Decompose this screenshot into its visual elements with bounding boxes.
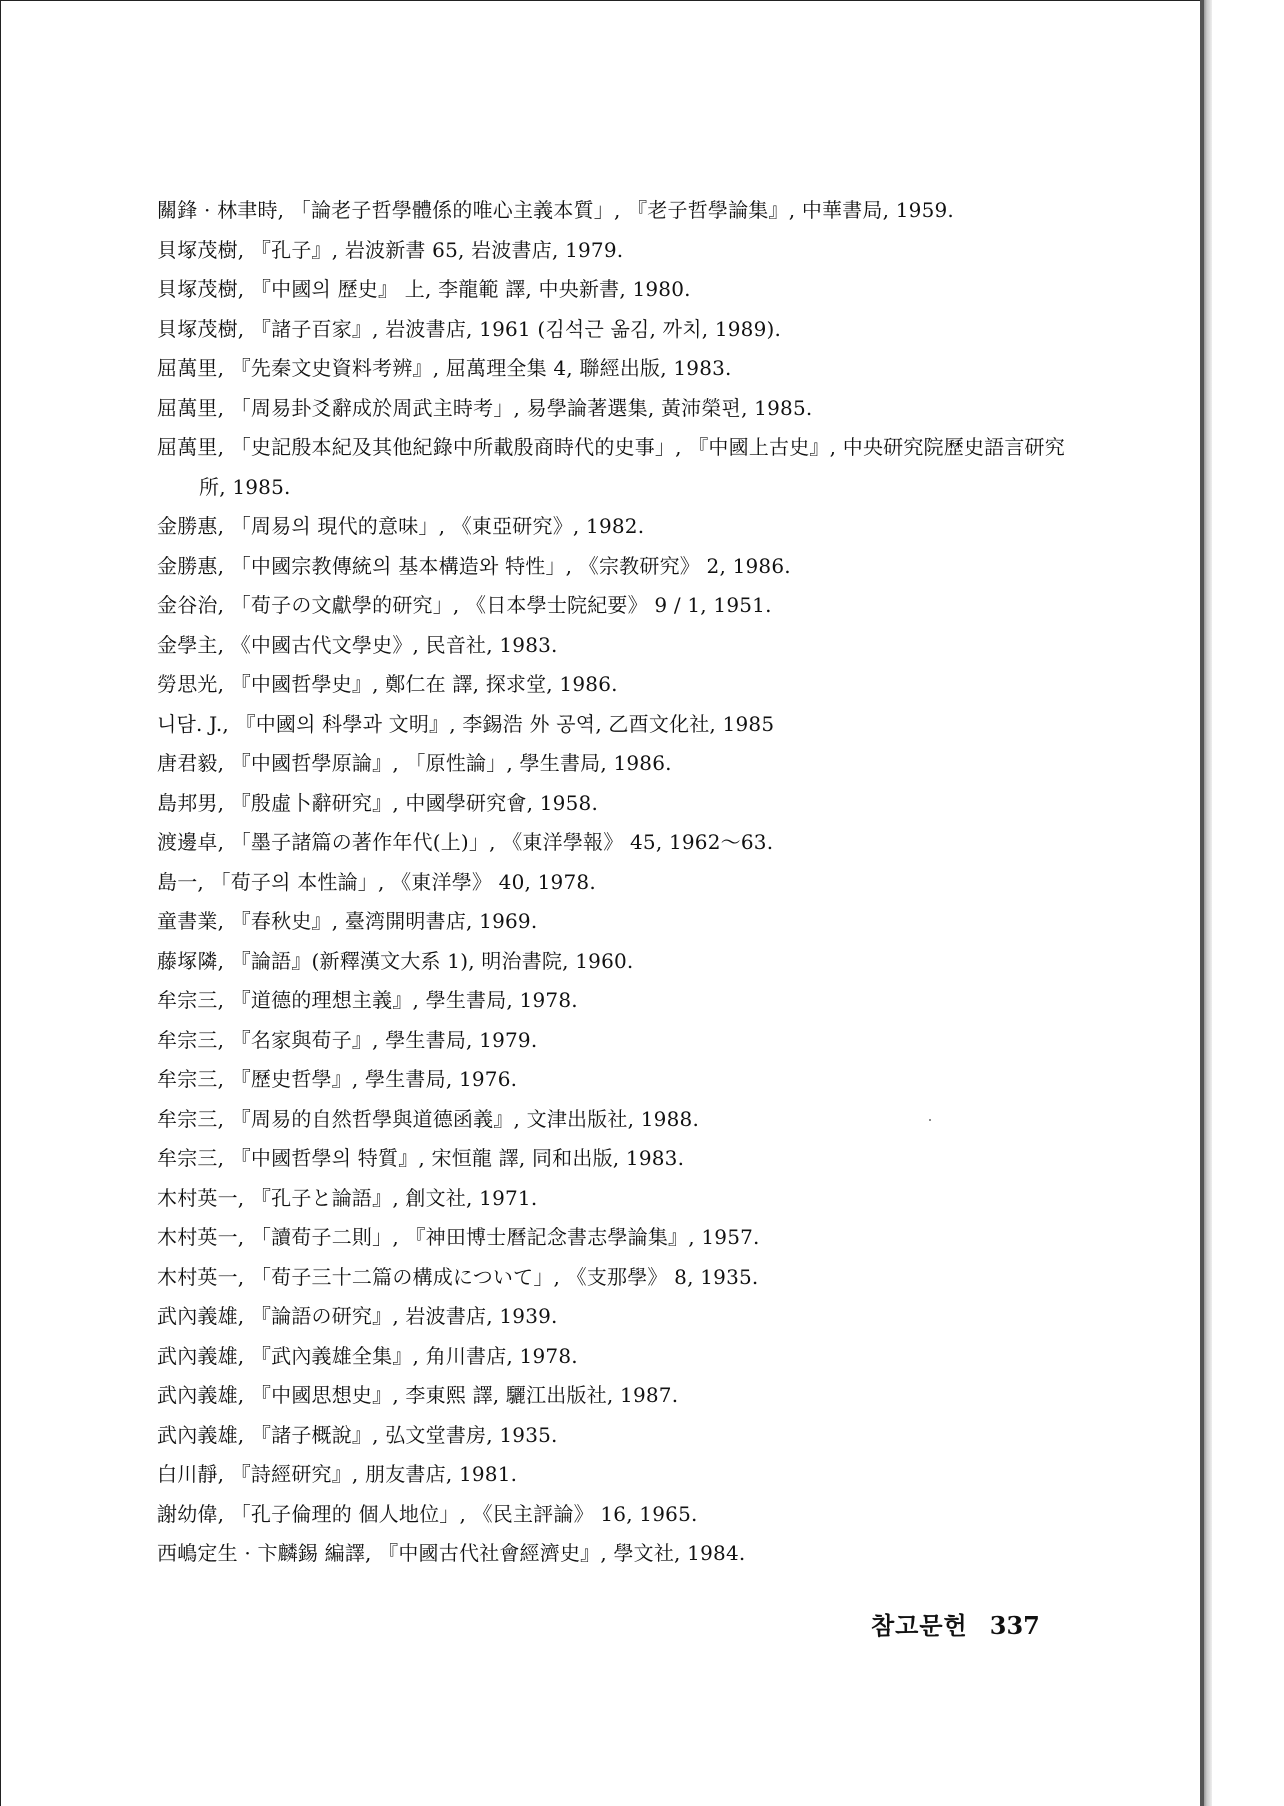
reference-item: 牟宗三, 『道德的理想主義』, 學生書局, 1978. <box>157 988 578 1012</box>
reference-item: 木村英一, 「荀子三十二篇の構成について」, 《支那學》 8, 1935. <box>157 1264 759 1289</box>
reference-item: 童書業, 『春秋史』, 臺湾開明書店, 1969. <box>157 909 538 933</box>
page-footer <box>871 1606 1040 1641</box>
reference-item: 屈萬里, 『先秦文史資料考辨』, 屈萬理全集 4, 聯經出版, 1983. <box>157 356 732 380</box>
reference-item: 唐君毅, 『中國哲學原論』, 「原性論」, 學生書局, 1986. <box>157 751 672 775</box>
reference-item: 謝幼偉, 「孔子倫理的 個人地位」, 《民主評論》 16, 1965. <box>157 1501 698 1526</box>
reference-item: 西嶋定生 · 卞麟錫 編譯, 『中國古代社會經濟史』, 學文社, 1984. <box>157 1541 746 1565</box>
reference-item: 貝塚茂樹, 『孔子』, 岩波新書 65, 岩波書店, 1979. <box>157 237 624 262</box>
reference-item: 金谷治, 「荀子の文獻學的研究」, 《日本學士院紀要》 9 / 1, 1951. <box>157 593 772 617</box>
reference-item: 渡邊卓, 「墨子諸篇の著作年代(上)」, 《東洋學報》 45, 1962～63. <box>157 830 774 854</box>
reference-item: 藤塚隣, 『論語』(新釋漢文大系 1), 明治書院, 1960. <box>157 948 634 973</box>
reference-item: 貝塚茂樹, 『諸子百家』, 岩波書店, 1961 (김석근 옮김, 까치, 1989). <box>157 316 782 341</box>
reference-item: 木村英一, 『孔子と論語』, 創文社, 1971. <box>157 1185 538 1210</box>
reference-item: 島邦男, 『殷虛卜辭研究』, 中國學研究會, 1958. <box>157 790 599 815</box>
reference-item: 島一, 「荀子의 本性論」, 《東洋學》 40, 1978. <box>157 869 596 894</box>
reference-item: 屈萬里, 「周易卦爻辭成於周武主時考」, 易學論著選集, 黃沛榮편, 1985. <box>157 395 813 420</box>
reference-item: 白川靜, 『詩經研究』, 朋友書店, 1981. <box>157 1462 518 1486</box>
reference-item: 牟宗三, 『周易的自然哲學與道德函義』, 文津出版社, 1988. <box>157 1106 699 1131</box>
reference-item: 武內義雄, 『中國思想史』, 李東熙 譯, 驪江出版社, 1987. <box>157 1383 679 1407</box>
reference-item: 勞思光, 『中國哲學史』, 鄭仁在 譯, 探求堂, 1986. <box>157 672 618 696</box>
page-number: 337 <box>989 1611 1040 1640</box>
reference-list <box>157 191 1077 1574</box>
reference-item: 金勝惠, 「中國宗教傳統의 基本構造와 特性」, 《宗教研究》 2, 1986. <box>157 553 791 578</box>
reference-item: 金勝惠, 「周易의 現代的意味」, 《東亞研究》, 1982. <box>157 514 645 538</box>
reference-item: 金學主, 《中國古代文學史》, 民音社, 1983. <box>157 632 558 657</box>
reference-item: 貝塚茂樹, 『中國의 歷史』 上, 李龍範 譯, 中央新書, 1980. <box>157 277 691 301</box>
page-shadow <box>1204 0 1212 1806</box>
reference-item: 牟宗三, 『歷史哲學』, 學生書局, 1976. <box>157 1067 518 1091</box>
reference-item: 武內義雄, 『諸子概說』, 弘文堂書房, 1935. <box>157 1422 558 1447</box>
reference-item: 니담. J., 『中國의 科學과 文明』, 李錫浩 外 공역, 乙酉文化社, 1985 <box>157 711 775 736</box>
reference-item: 屈萬里, 「史記殷本紀及其他紀錄中所載殷商時代的史事」, 『中國上古史』, 中央研究院歷史語言研究所, 1985. <box>157 435 1065 499</box>
reference-item: 關鋒 · 林聿時, 「論老子哲學體係的唯心主義本質」, 『老子哲學論集』, 中華書局, 1959. <box>157 198 954 222</box>
speck-mark <box>929 1119 931 1121</box>
section-title: 참고문헌 <box>871 1611 968 1640</box>
reference-item: 牟宗三, 『中國哲學의 特質』, 宋恒龍 譯, 同和出版, 1983. <box>157 1146 685 1170</box>
reference-item: 牟宗三, 『名家與荀子』, 學生書局, 1979. <box>157 1027 538 1052</box>
reference-item: 武內義雄, 『論語の研究』, 岩波書店, 1939. <box>157 1304 558 1328</box>
reference-item: 木村英一, 「讀荀子二則」, 『神田博士曆記念書志學論集』, 1957. <box>157 1225 760 1249</box>
reference-item: 武內義雄, 『武內義雄全集』, 角川書店, 1978. <box>157 1343 578 1368</box>
